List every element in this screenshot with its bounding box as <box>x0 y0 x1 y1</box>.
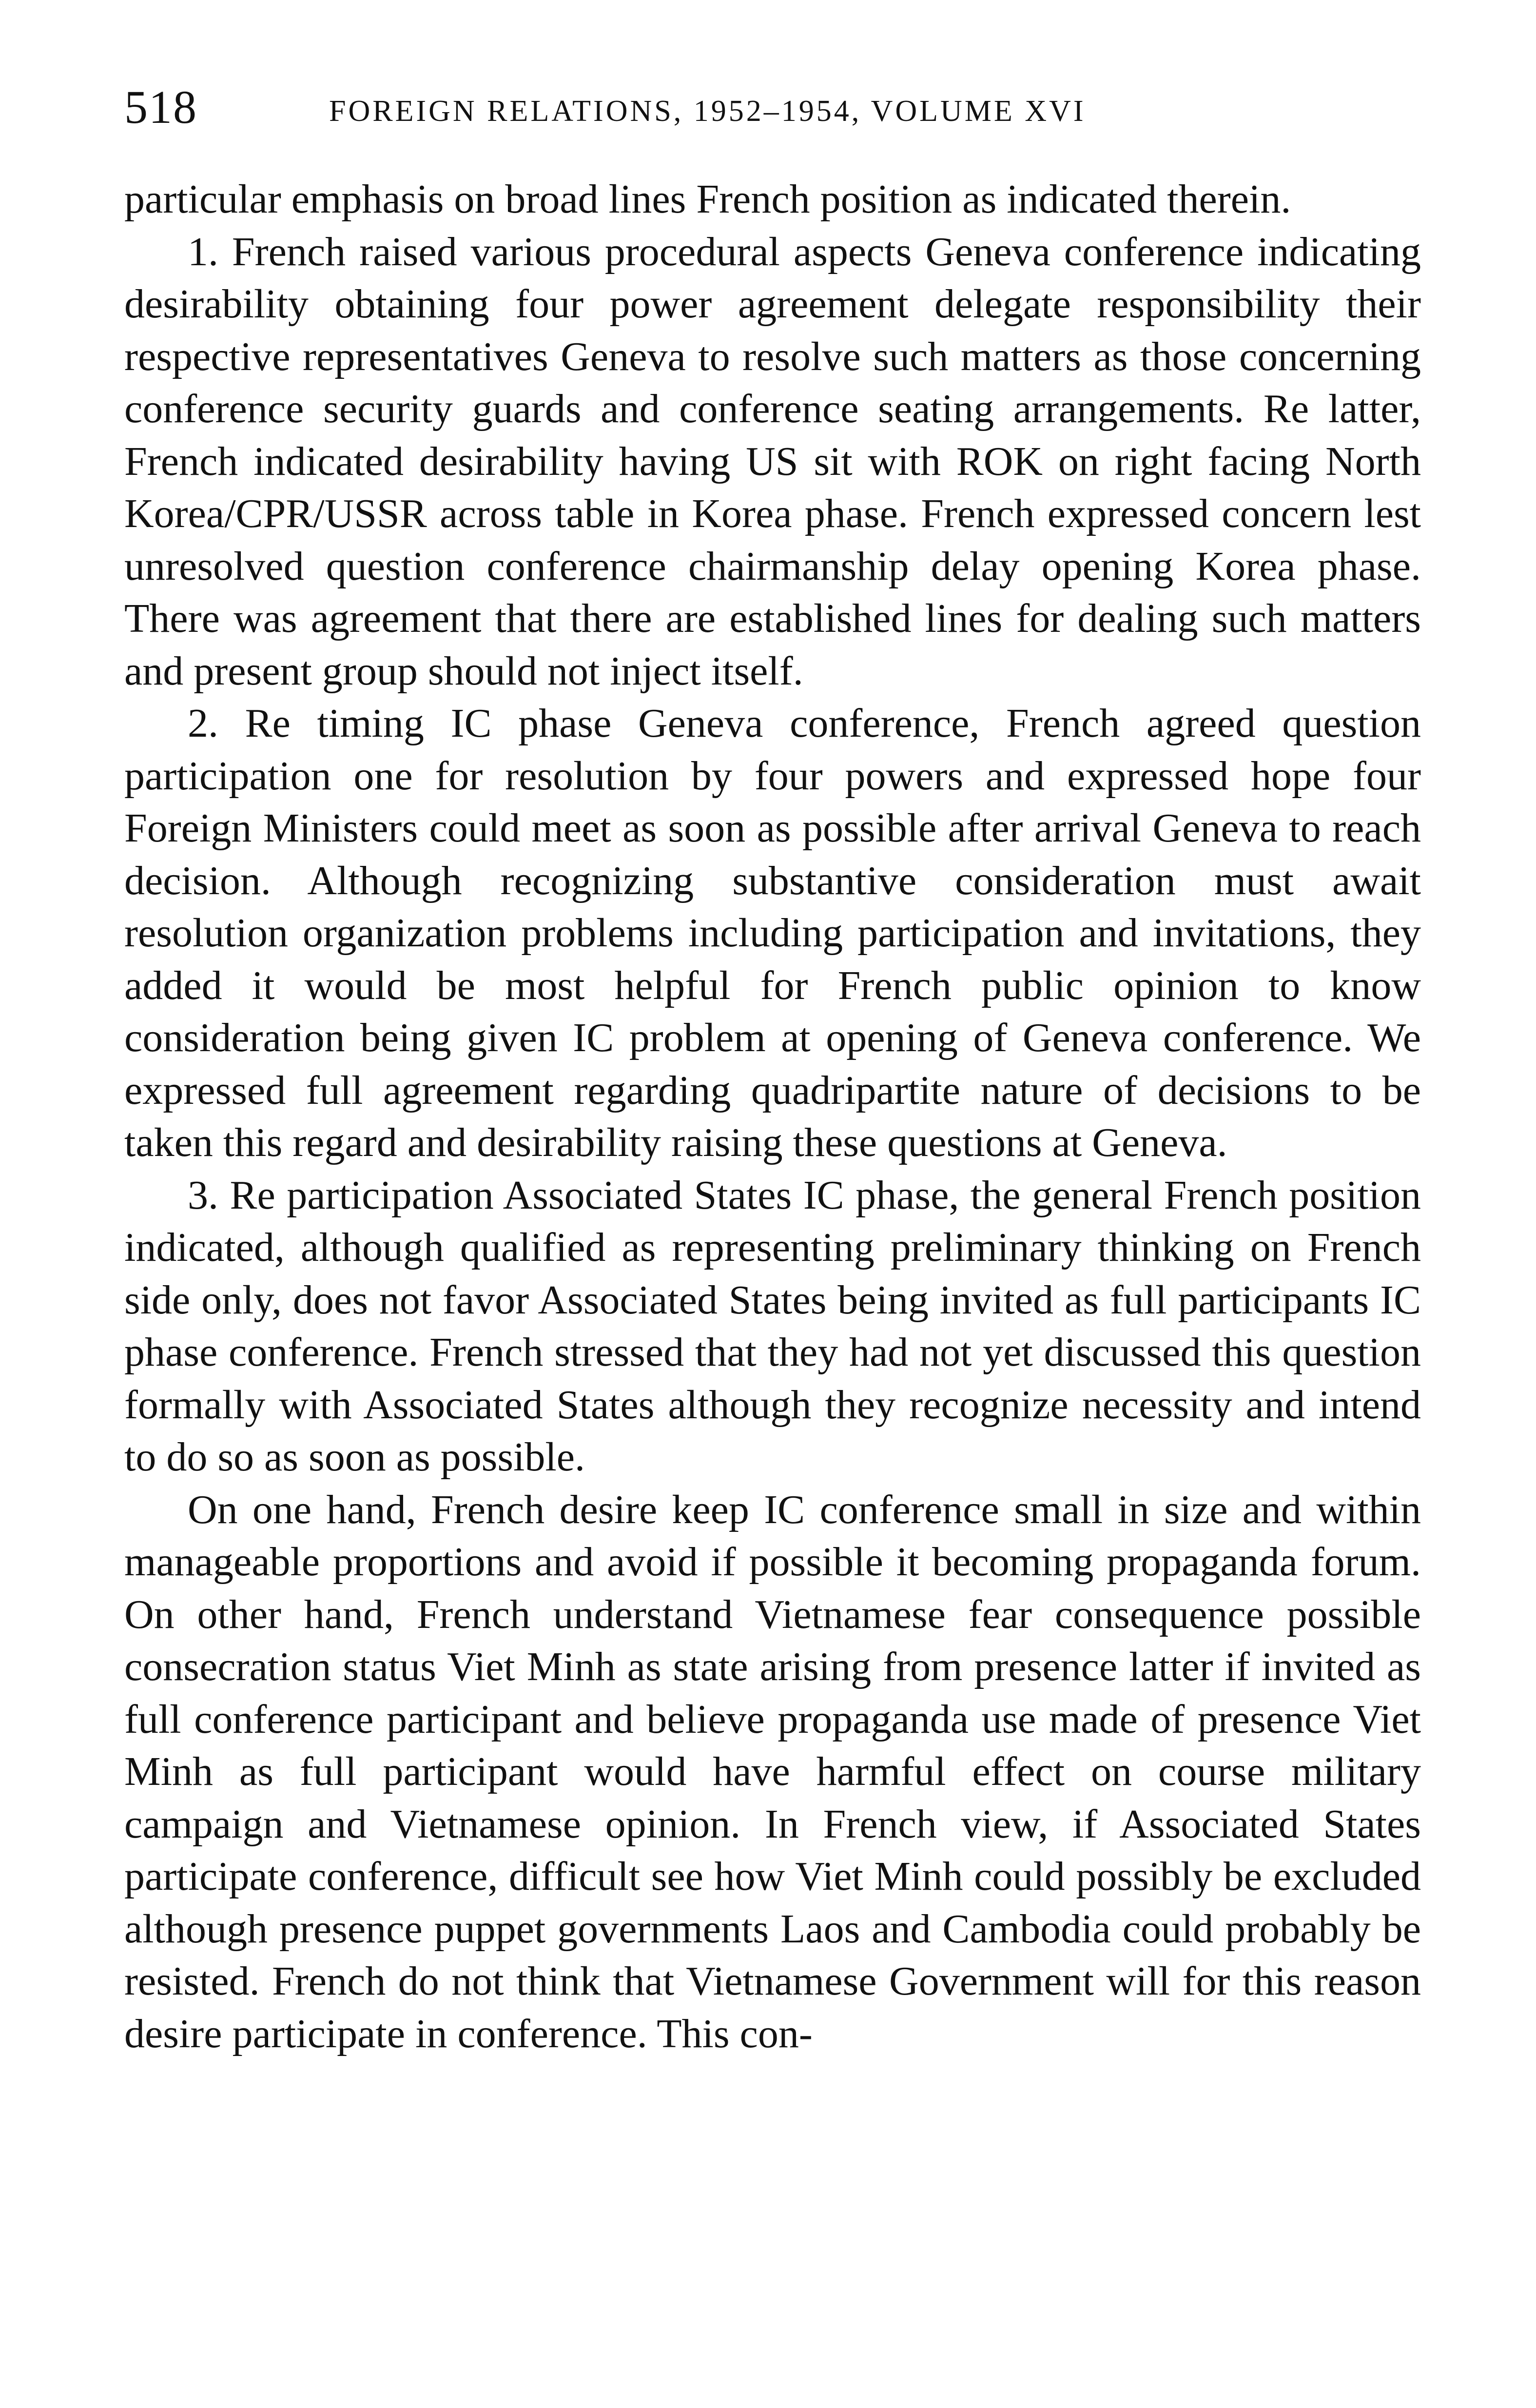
paragraph-point-3: 3. Re participation Associated States IC phase, the general French position indicated, although qualified as representing preliminary thinking on French side only, does not favor Associated States being invited as full participants IC phase conference. French stressed that they had not yet discussed this question formally with Associated States although they recognize necessity and intend to do so as soon as possible. <box>124 1172 1421 1480</box>
running-head: FOREIGN RELATIONS, 1952–1954, VOLUME XVI <box>329 95 1086 128</box>
paragraph-french-view: On one hand, French desire keep IC conference small in size and within manageable proportions and avoid if possible it becoming propaganda forum. On other hand, French understand Vietnamese fear consequence possible consecration status Viet Minh as state arising from presence latter if invited as full conference participant and believe propaganda use made of presence Viet Minh as full participant would have harmful effect on course military campaign and Vietnamese opinion. In French view, if Associated States participate conference, difficult see how Viet Minh could possibly be excluded although presence puppet governments Laos and Cambodia could probably be resisted. French do not think that Vietnamese Government will for this reason desire participate in conference. This con- <box>124 1487 1421 2056</box>
body-text <box>124 173 1421 2060</box>
paragraph-point-1: 1. French raised various procedural aspects Geneva conference indicating desirability obtaining four power agreement delegate responsibility their respective representatives Geneva to resolve such matters as those concerning conference security guards and conference seating arrangements. Re latter, French indicated desirability having US sit with ROK on right facing North Korea/CPR/USSR across table in Korea phase. French expressed concern lest unresolved question conference chairmanship delay opening Korea phase. There was agreement that there are established lines for dealing such matters and present group should not inject itself. <box>124 229 1421 694</box>
paragraph-point-2: 2. Re timing IC phase Geneva conference, French agreed question participation one for resolution by four powers and expressed hope four Foreign Ministers could meet as soon as possible after arrival Geneva to reach decision. Although recognizing substantive consideration must await resolution organization problems including participation and invitations, they added it would be most helpful for French public opinion to know consideration being given IC problem at opening of Geneva conference. We expressed full agreement regarding quadripartite nature of decisions to be taken this regard and desirability raising these questions at Geneva. <box>124 701 1421 1165</box>
page-number: 518 <box>124 81 197 133</box>
page-header <box>124 73 1421 141</box>
paragraph-continuation: particular emphasis on broad lines French position as indicated therein. <box>124 176 1291 222</box>
